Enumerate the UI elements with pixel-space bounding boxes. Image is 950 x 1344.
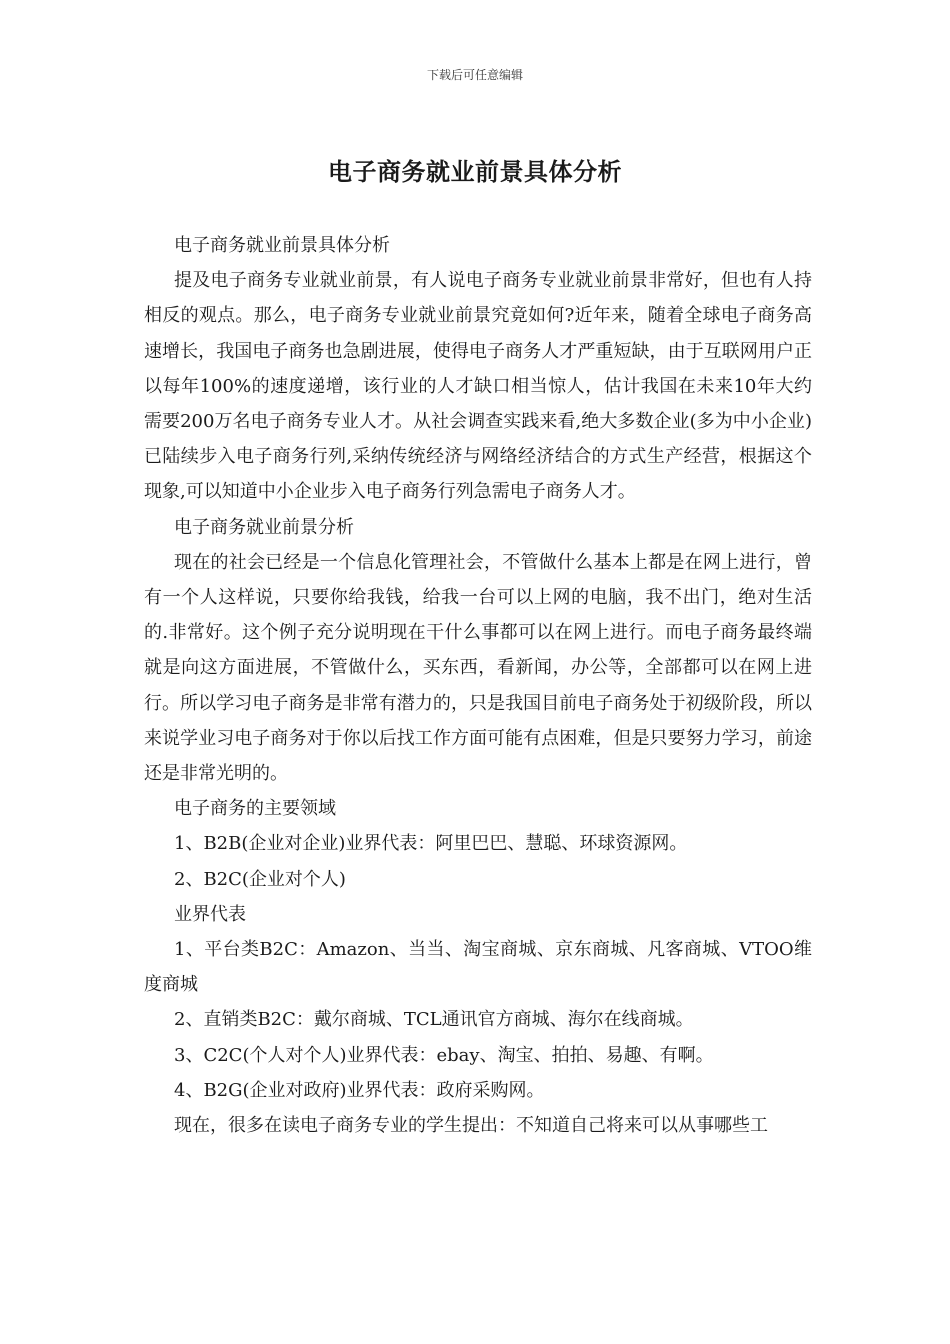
list-item-b2b: 1、B2B(企业对企业)业界代表：阿里巴巴、慧聪、环球资源网。 <box>174 833 688 855</box>
paragraph-analysis: 现在的社会已经是一个信息化管理社会，不管做什么基本上都是在网上进行，曾有一个人这样说，只要你给我钱，给我一台可以上网的电脑，我不出门，绝对生活的.非常好。这个例子充分说明现在干什么事都可以在网上进行。而电子商务最终端就是向这方面进展，不管做什么，买东西，看新闻，办公等，全部都可以在网上进行。所以学习电子商务是非常有潜力的，只是我国目前电子商务处于初级阶段，所以来说学业习电子商务对于你以后找工作方面可能有点困难，但是只要努力学习，前途还是非常光明的。 <box>144 551 812 785</box>
list-item-platform-b2c: 1、平台类B2C：Amazon、当当、淘宝商城、京东商城、凡客商城、VTOO维度商城 <box>144 939 812 996</box>
header-note: 下载后可任意编辑 <box>426 68 523 82</box>
paragraph-representatives: 业界代表 <box>174 903 246 925</box>
paragraph-intro: 提及电子商务专业就业前景，有人说电子商务专业就业前景非常好，但也有人持相反的观点。那么，电子商务专业就业前景究竟如何?近年来，随着全球电子商务高速增长，我国电子商务也急剧进展，使得电子商务人才严重短缺，由于互联网用户正以每年100%的速度递增，该行业的人才缺口相当惊人，估计我国在未来10年大约需要200万名电子商务专业人才。从社会调查实践来看,绝大多数企业(多为中小企业)已陆续步入电子商务行列,采纳传统经济与网络经济结合的方式生产经营，根据这个现象,可以知道中小企业步入电子商务行列急需电子商务人才。 <box>144 270 812 503</box>
document-body <box>144 228 812 1143</box>
paragraph-domains-heading: 电子商务的主要领域 <box>174 798 336 820</box>
list-item-b2g: 4、B2G(企业对政府)业界代表：政府采购网。 <box>174 1079 545 1101</box>
paragraph-section-heading: 电子商务就业前景分析 <box>174 516 354 538</box>
paragraph-closing: 现在，很多在读电子商务专业的学生提出：不知道自己将来可以从事哪些工 <box>174 1115 768 1137</box>
list-item-b2c: 2、B2C(企业对个人) <box>174 868 346 890</box>
paragraph-subtitle: 电子商务就业前景具体分析 <box>174 235 390 256</box>
list-item-c2c: 3、C2C(个人对个人)业界代表：ebay、淘宝、拍拍、易趣、有啊。 <box>174 1044 714 1066</box>
list-item-direct-b2c: 2、直销类B2C：戴尔商城、TCL通讯官方商城、海尔在线商城。 <box>174 1009 694 1031</box>
document-title: 电子商务就业前景具体分析 <box>328 157 622 186</box>
